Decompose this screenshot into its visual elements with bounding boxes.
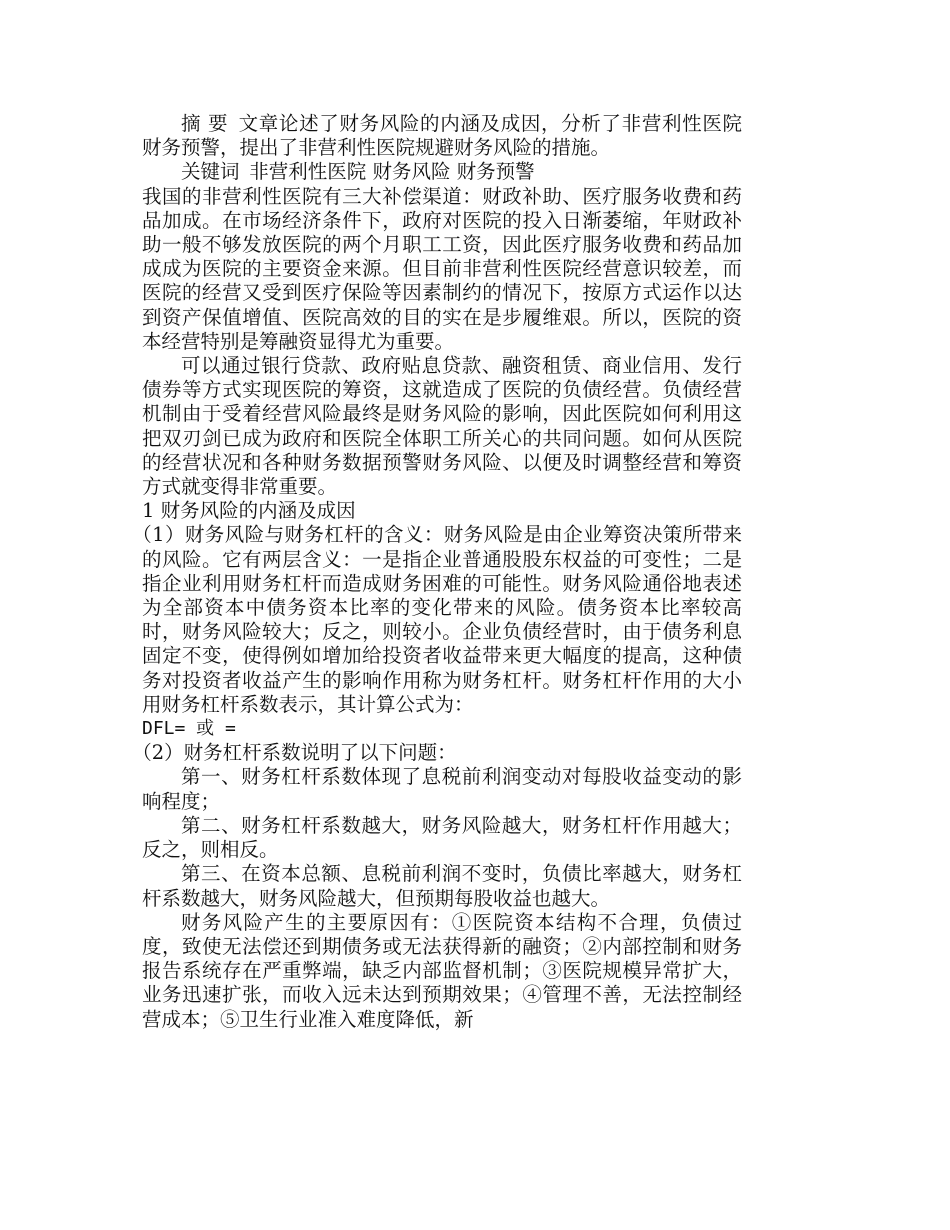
formula: DFL= 或 = xyxy=(142,718,236,740)
point-paragraph: 第二、财务杠杆系数越大，财务风险越大，财务杠杆作用越大；反之，则相反。 xyxy=(142,813,742,862)
list-item: （2）财务杠杆系数说明了以下问题： xyxy=(132,741,457,765)
keywords-label: 关键词 xyxy=(181,160,240,184)
document-page xyxy=(132,112,742,1032)
causes-paragraph: 财务风险产生的主要原因有：①医院资本结构不合理，负债过度，致使无法偿还到期债务或无法获得新的融资；②内部控制和财务报告系统存在严重弊端，缺乏内部监督机制；③医院规模异常扩大，业务迅速扩张，而收入远未达到预期效果；④管理不善，无法控制经营成本；⑤卫生行业准入难度降低，新 xyxy=(142,910,742,1031)
point-paragraph: 第三、在资本总额、息税前利润不变时，负债比率越大，财务杠杆系数越大，财务风险越大，但预期每股收益也越大。 xyxy=(142,862,742,910)
point-paragraph: 第一、财务杠杆系数体现了息税前利润变动对每股收益变动的影响程度； xyxy=(142,765,742,813)
keywords-text: 非营利性医院 财务风险 财务预警 xyxy=(249,160,535,184)
section-heading: 1 财务风险的内涵及成因 xyxy=(142,499,356,523)
abstract-paragraph xyxy=(142,112,742,160)
body-paragraph: 可以通过银行贷款、政府贴息贷款、融资租赁、商业信用、发行债券等方式实现医院的筹资，这就造成了医院的负债经营。负债经营机制由于受着经营风险最终是财务风险的影响，因此医院如何利用这把双刃剑已成为政府和医院全体职工所关心的共同问题。如何从医院的经营状况和各种财务数据预警财务风险、以便及时调整经营和筹资方式就变得非常重要。 xyxy=(142,354,742,499)
body-paragraph: 我国的非营利性医院有三大补偿渠道：财政补助、医疗服务收费和药品加成。在市场经济条件下，政府对医院的投入日渐萎缩，年财政补助一般不够发放医院的两个月职工工资，因此医疗服务收费和药品加成成为医院的主要资金来源。但目前非营利性医院经营意识较差，而医院的经营又受到医疗保险等因素制约的情况下，按原方式运作以达到资产保值增值、医院高效的目的实在是步履维艰。所以，医院的资本经营特别是筹融资显得尤为重要。 xyxy=(142,184,742,353)
abstract-label: 摘 要 xyxy=(181,112,229,135)
abstract-text: 文章论述了财务风险的内涵及成因，分析了非营利性医院财务预警，提出了非营利性医院规避财务风险的措施。 xyxy=(142,112,742,160)
list-item: （1）财务风险与财务杠杆的含义：财务风险是由企业筹资决策所带来的风险。它有两层含义：一是指企业普通股股东权益的可变性；二是指企业利用财务杠杆而造成财务困难的可能性。财务风险通俗地表述为全部资本中债务资本比率的变化带来的风险。债务资本比率较高时，财务风险较大；反之，则较小。企业负债经营时，由于债务利息固定不变，使得例如增加给投资者收益带来更大幅度的提高，这种债务对投资者收益产生的影响作用称为财务杠杆。财务杠杆作用的大小用财务杠杆系数表示，其计算公式为： xyxy=(132,523,742,716)
keywords-paragraph xyxy=(142,160,742,184)
